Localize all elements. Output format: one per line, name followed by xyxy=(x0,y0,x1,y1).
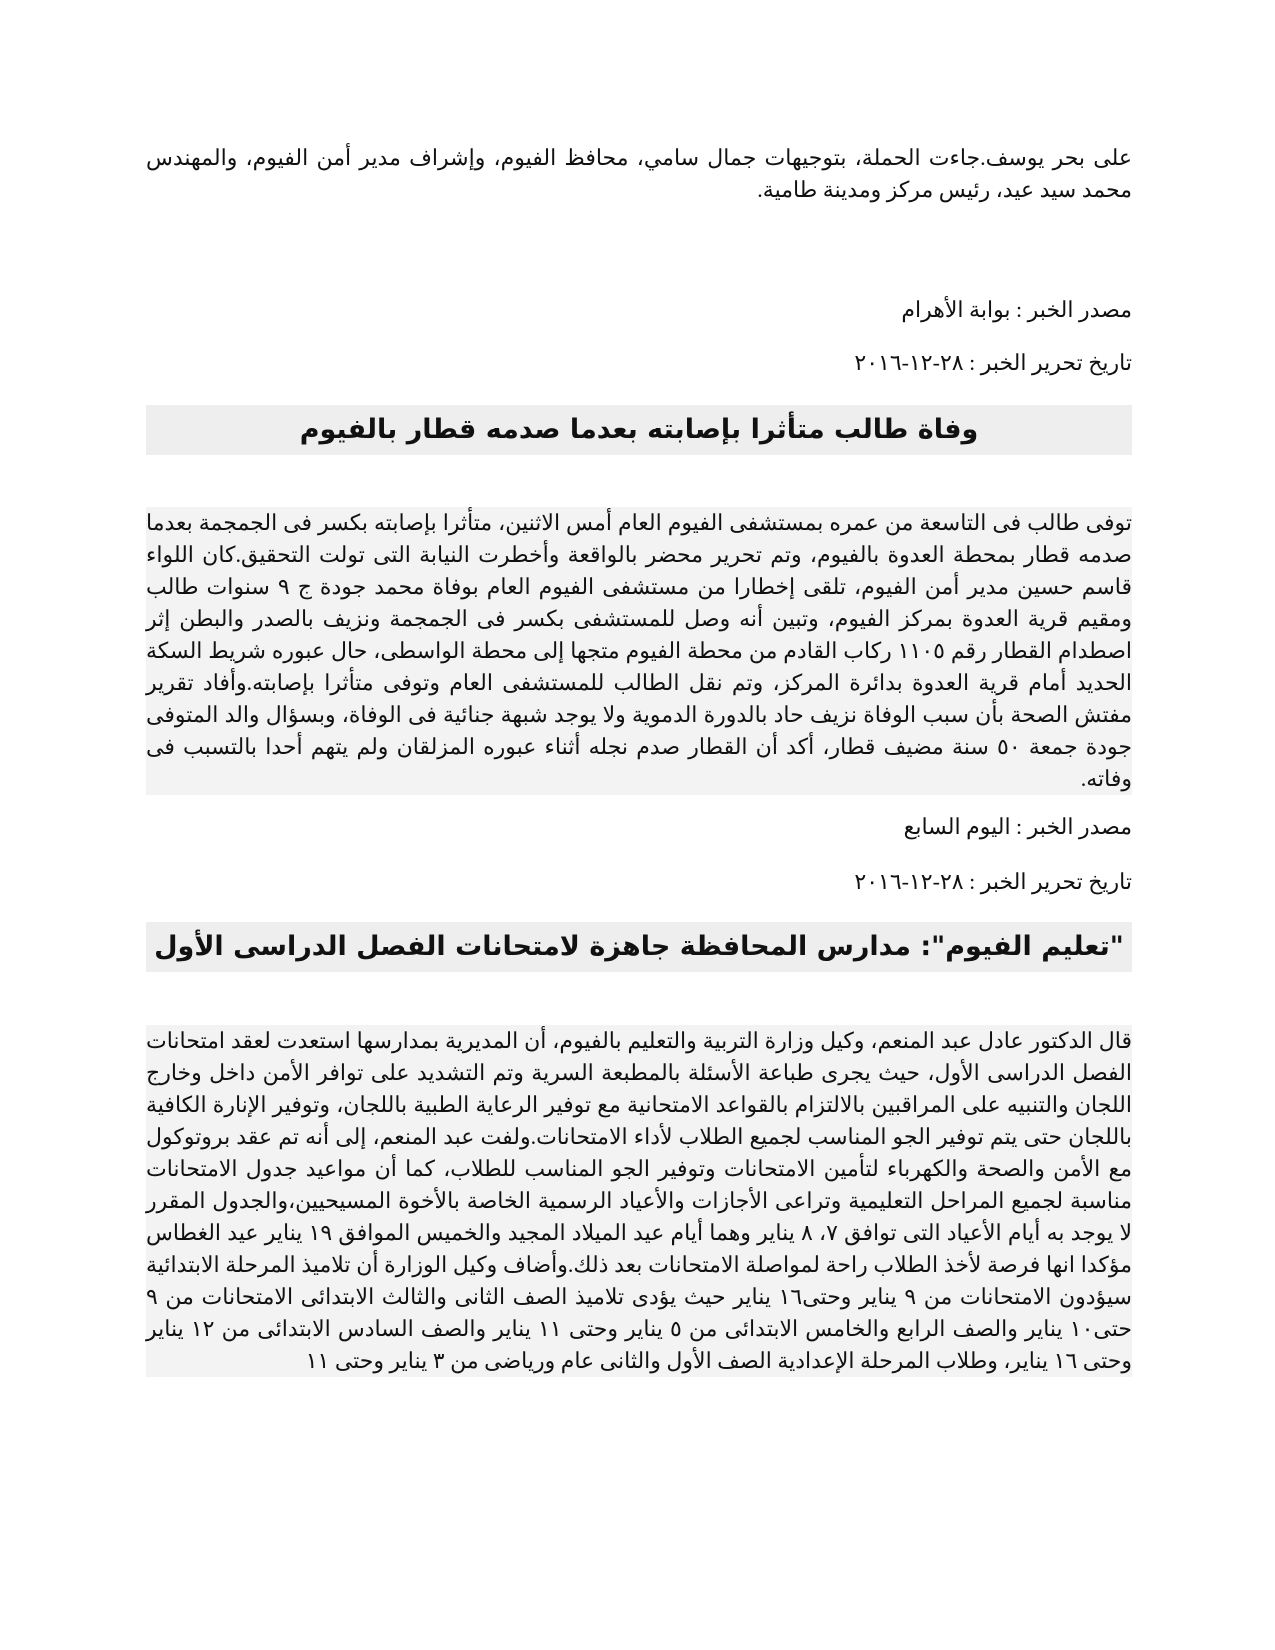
article-2-body: توفى طالب فى التاسعة من عمره بمستشفى الفيوم العام أمس الاثنين، متأثرا بإصابته بكسر فى الجمجمة بعدما صدمه قطار بمحطة العدوة بالفيوم، وتم تحرير محضر بالواقعة وأخطرت النيابة التى تولت التحقيق.كان اللواء قاسم حسين مدير أمن الفيوم، تلقى إخطارا من مستشفى الفيوم العام بوفاة محمد جودة ج ٩ سنوات طالب ومقيم قرية العدوة بمركز الفيوم، وتبين أنه وصل للمستشفى بكسر فى الجمجمة ونزيف بالصدر والبطن إثر اصطدام القطار رقم ١١٠٥ ركاب القادم من محطة الفيوم متجها إلى محطة الواسطى، حال عبوره شريط السكة الحديد أمام قرية العدوة بدائرة المركز، وتم نقل الطالب للمستشفى العام وتوفى متأثرا بإصابته.وأفاد تقرير مفتش الصحة بأن سبب الوفاة نزيف حاد بالدورة الدموية ولا يوجد شبهة جنائية فى الوفاة، وبسؤال والد المتوفى جودة جمعة ٥٠ سنة مضيف قطار، أكد أن القطار صدم نجله أثناء عبوره المزلقان ولم يتهم أحدا بالتسبب فى وفاته. xyxy=(146,507,1132,795)
article-2-date: تاريخ تحرير الخبر : ٢٨-١٢-٢٠١٦ xyxy=(854,869,1132,894)
article-2-source: مصدر الخبر : اليوم السابع xyxy=(903,814,1132,839)
intro-paragraph: على بحر يوسف.جاءت الحملة، بتوجيهات جمال سامي، محافظ الفيوم، وإشراف مدير أمن الفيوم، والمهندس محمد سيد عيد، رئيس مركز ومدينة طامية. xyxy=(146,145,1132,202)
article-1-source: مصدر الخبر : بوابة الأهرام xyxy=(901,297,1132,322)
article-3-body: قال الدكتور عادل عبد المنعم، وكيل وزارة التربية والتعليم بالفيوم، أن المديرية بمدارسها استعدت لعقد امتحانات الفصل الدراسى الأول، حيث يجرى طباعة الأسئلة بالمطبعة السرية وتم التشديد على توافر الأمن داخل وخارج اللجان والتنبيه على المراقبين بالالتزام بالقواعد الامتحانية مع توفير الرعاية الطبية باللجان، وتوفير الإنارة الكافية باللجان حتى يتم توفير الجو المناسب لجميع الطلاب لأداء الامتحانات.ولفت عبد المنعم، إلى أنه تم عقد بروتوكول مع الأمن والصحة والكهرباء لتأمين الامتحانات وتوفير الجو المناسب للطلاب، كما أن مواعيد جدول الامتحانات مناسبة لجميع المراحل التعليمية وتراعى الأجازات والأعياد الرسمية الخاصة بالأخوة المسيحيين،والجدول المقرر لا يوجد به أيام الأعياد التى توافق ٧، ٨ يناير وهما أيام عيد الميلاد المجيد والخميس الموافق ١٩ يناير عيد الغطاس مؤكدا انها فرصة لأخذ الطلاب راحة لمواصلة الامتحانات بعد ذلك.وأضاف وكيل الوزارة أن تلاميذ المرحلة الابتدائية سيؤدون الامتحانات من ٩ يناير وحتى١٦ يناير حيث يؤدى تلاميذ الصف الثانى والثالث الابتدائى الامتحانات من ٩ حتى١٠ يناير والصف الرابع والخامس الابتدائى من ٥ يناير وحتى ١١ يناير والصف السادس الابتدائى من ١٢ يناير وحتى ١٦ يناير، وطلاب المرحلة الإعدادية الصف الأول والثانى عام ورياضى من ٣ يناير وحتى ١١ xyxy=(146,1025,1132,1377)
article-3-headline: "تعليم الفيوم": مدارس المحافظة جاهزة لامتحانات الفصل الدراسى الأول xyxy=(146,922,1132,972)
article-2-headline: وفاة طالب متأثرا بإصابته بعدما صدمه قطار بالفيوم xyxy=(146,405,1132,455)
article-1-date: تاريخ تحرير الخبر : ٢٨-١٢-٢٠١٦ xyxy=(854,350,1132,375)
